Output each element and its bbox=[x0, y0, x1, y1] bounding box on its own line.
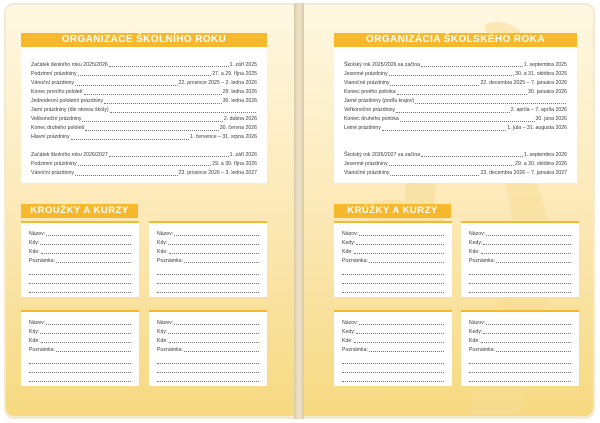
schedule-date: 1. júla – 31. augusta 2026 bbox=[507, 125, 567, 132]
club-name-field[interactable] bbox=[157, 320, 259, 327]
club-name-field[interactable] bbox=[469, 320, 571, 327]
schedule-row bbox=[344, 62, 567, 69]
schedule-row bbox=[31, 161, 257, 168]
field-line bbox=[359, 235, 444, 236]
dotted-leader bbox=[382, 130, 506, 131]
club-form-box bbox=[334, 310, 452, 386]
schedule-label: Školský rok 2025/2026 sa začína bbox=[344, 62, 421, 68]
schedule-date: 30. januára 2026 bbox=[528, 89, 567, 96]
club-where-field[interactable] bbox=[469, 338, 571, 345]
note-line[interactable] bbox=[157, 274, 259, 275]
field-label: Poznámka: bbox=[469, 258, 495, 264]
club-note-field[interactable] bbox=[29, 258, 131, 265]
field-label: Název: bbox=[29, 320, 46, 326]
schedule-date: 1. septembra 2025 bbox=[523, 62, 567, 68]
schedule-date: 30. června 2026 bbox=[219, 125, 257, 132]
field-line bbox=[356, 244, 444, 245]
schedule-row bbox=[31, 152, 257, 159]
field-label: Poznámka: bbox=[29, 347, 55, 353]
field-line bbox=[169, 253, 259, 254]
club-name-field[interactable] bbox=[29, 320, 131, 327]
schedule-label: Jarní prázdniny (dle okresu školy) bbox=[31, 107, 109, 114]
field-line bbox=[40, 244, 131, 245]
note-line[interactable] bbox=[469, 292, 571, 293]
note-line[interactable] bbox=[469, 274, 571, 275]
schedule-date: 1. septembra 2026 bbox=[523, 152, 567, 158]
schedule-row bbox=[344, 116, 567, 123]
dotted-leader bbox=[390, 175, 479, 176]
field-label: Názov: bbox=[342, 320, 359, 326]
field-line bbox=[56, 262, 131, 263]
schedule-row bbox=[31, 170, 257, 177]
field-line bbox=[184, 262, 259, 263]
note-line[interactable] bbox=[29, 274, 131, 275]
clubs-title-sk: KRÚŽKY A KURZY bbox=[334, 204, 451, 218]
schedule-row bbox=[31, 71, 257, 78]
schedule-date: 2. dubna 2026 bbox=[223, 116, 257, 123]
dotted-leader bbox=[109, 66, 229, 67]
club-when-field[interactable] bbox=[342, 329, 444, 336]
schedule-label: Letné prázdniny bbox=[344, 125, 381, 132]
field-label: Poznámka: bbox=[29, 258, 55, 264]
schedule-label: Veľkonočné prázdniny bbox=[344, 107, 396, 114]
dotted-leader bbox=[421, 156, 523, 157]
club-form-box bbox=[334, 221, 452, 297]
schedule-label: Podzimní prázdniny bbox=[31, 71, 77, 78]
schedule-row bbox=[31, 62, 257, 69]
schedule-label: Vianočné prázdniny bbox=[344, 170, 390, 177]
schedule-date: 2. apríla – 7. apríla 2026 bbox=[510, 107, 567, 114]
note-line[interactable] bbox=[29, 283, 131, 284]
dotted-leader bbox=[82, 121, 222, 122]
panel-title-sk: ORGANIZÁCIA ŠKOLSKÉHO ROKA bbox=[334, 33, 577, 47]
field-label: Kdy: bbox=[29, 329, 40, 335]
dotted-leader bbox=[78, 75, 212, 76]
field-label: Kedy: bbox=[469, 329, 483, 335]
field-label: Poznámka: bbox=[157, 258, 183, 264]
schedule-label: Jesenné prázdniny bbox=[344, 71, 388, 78]
field-line bbox=[168, 333, 259, 334]
schedule-label: Vánoční prázdniny bbox=[31, 80, 74, 87]
field-label: Kde: bbox=[157, 249, 168, 255]
note-line[interactable] bbox=[29, 363, 131, 364]
book-spine bbox=[294, 3, 304, 419]
schedule-date: 1. září 2026 bbox=[229, 152, 257, 158]
dotted-leader bbox=[75, 85, 178, 86]
club-note-field[interactable] bbox=[157, 347, 259, 354]
schedule-row bbox=[31, 80, 257, 87]
field-label: Název: bbox=[157, 320, 174, 326]
schedule-label: Školský rok 2026/2027 sa začína bbox=[344, 152, 421, 158]
field-label: Kdy: bbox=[157, 329, 168, 335]
schedule-date: 29. a 30. října 2026 bbox=[212, 161, 257, 168]
note-line[interactable] bbox=[469, 283, 571, 284]
note-line[interactable] bbox=[342, 274, 444, 275]
schedule-label: Velikonoční prázdniny bbox=[31, 116, 82, 123]
schedule-label: Podzimní prázdniny bbox=[31, 161, 77, 168]
schedule-label: Vianočné prázdniny bbox=[344, 80, 390, 87]
club-name-field[interactable] bbox=[29, 231, 131, 238]
note-line[interactable] bbox=[157, 381, 259, 382]
club-name-field[interactable] bbox=[469, 231, 571, 238]
schedule-row bbox=[344, 170, 567, 177]
note-line[interactable] bbox=[29, 292, 131, 293]
club-when-field[interactable] bbox=[469, 240, 571, 247]
schedule-label: Jesenné prázdniny bbox=[344, 161, 388, 168]
field-label: Názov: bbox=[469, 320, 486, 326]
note-line[interactable] bbox=[29, 372, 131, 373]
note-line[interactable] bbox=[342, 372, 444, 373]
dotted-leader bbox=[109, 156, 229, 157]
schedule-date: 22. decembra 2025 – 7. januára 2026 bbox=[480, 80, 567, 87]
note-line[interactable] bbox=[157, 363, 259, 364]
field-label: Poznámka: bbox=[157, 347, 183, 353]
club-form-box bbox=[149, 310, 267, 386]
schedule-row bbox=[344, 107, 567, 114]
schedule-row bbox=[344, 98, 567, 105]
schedule-row bbox=[344, 80, 567, 87]
club-where-field[interactable] bbox=[342, 249, 444, 256]
field-line bbox=[356, 333, 444, 334]
field-line bbox=[481, 342, 571, 343]
dotted-leader bbox=[390, 85, 479, 86]
dotted-leader bbox=[78, 165, 212, 166]
club-form-box bbox=[21, 310, 139, 386]
schedule-label: Koniec prvého polroka bbox=[344, 89, 396, 96]
club-when-field[interactable] bbox=[342, 240, 444, 247]
note-line[interactable] bbox=[29, 381, 131, 382]
dotted-leader bbox=[397, 94, 527, 95]
note-line[interactable] bbox=[342, 363, 444, 364]
field-line bbox=[168, 244, 259, 245]
schedule-date: 27. a 29. října 2025 bbox=[212, 71, 257, 78]
club-where-field[interactable] bbox=[342, 338, 444, 345]
schedule-date: 30. júna 2026 bbox=[535, 116, 567, 123]
schedule-date: 23. decembra 2026 – 7. januára 2027 bbox=[480, 170, 567, 177]
club-name-field[interactable] bbox=[342, 320, 444, 327]
field-line bbox=[169, 342, 259, 343]
field-line bbox=[184, 351, 259, 352]
schedule-date: 1. září 2025 bbox=[229, 62, 257, 68]
schedule-row bbox=[344, 152, 567, 159]
club-note-field[interactable] bbox=[469, 347, 571, 354]
dotted-leader bbox=[84, 94, 222, 95]
schedule-row bbox=[31, 89, 257, 96]
club-when-field[interactable] bbox=[157, 329, 259, 336]
field-line bbox=[41, 253, 131, 254]
clubs-title-cz: KROUŽKY A KURZY bbox=[21, 204, 138, 218]
club-name-field[interactable] bbox=[342, 231, 444, 238]
schedule-label: Jarné prázdniny (podľa krajov) bbox=[344, 98, 415, 105]
club-where-field[interactable] bbox=[157, 338, 259, 345]
field-label: Kdy: bbox=[157, 240, 168, 246]
club-note-field[interactable] bbox=[157, 258, 259, 265]
club-note-field[interactable] bbox=[29, 347, 131, 354]
note-line[interactable] bbox=[342, 292, 444, 293]
club-form-box bbox=[461, 221, 579, 297]
note-line[interactable] bbox=[157, 283, 259, 284]
field-line bbox=[40, 333, 131, 334]
dotted-leader bbox=[396, 112, 510, 113]
schedule-row bbox=[31, 116, 257, 123]
field-label: Kde: bbox=[29, 338, 40, 344]
club-form-box bbox=[149, 221, 267, 297]
school-year-panel-cz bbox=[21, 33, 267, 183]
schedule-label: Konec prvního pololetí bbox=[31, 89, 83, 96]
schedule-row bbox=[344, 125, 567, 132]
field-label: Kedy: bbox=[342, 240, 356, 246]
club-form-box bbox=[461, 310, 579, 386]
dotted-leader bbox=[421, 66, 523, 67]
schedule-row bbox=[344, 161, 567, 168]
field-label: Kde: bbox=[157, 338, 168, 344]
field-label: Kde: bbox=[29, 249, 40, 255]
schedule-label: Začátek školního roku 2026/2027 bbox=[31, 152, 108, 158]
field-label: Kedy: bbox=[342, 329, 356, 335]
club-note-field[interactable] bbox=[342, 258, 444, 265]
note-line[interactable] bbox=[469, 372, 571, 373]
dotted-leader bbox=[85, 130, 218, 131]
field-line bbox=[41, 342, 131, 343]
field-label: Kde: bbox=[469, 338, 480, 344]
club-when-field[interactable] bbox=[469, 329, 571, 336]
club-when-field[interactable] bbox=[29, 240, 131, 247]
club-where-field[interactable] bbox=[157, 249, 259, 256]
dotted-leader bbox=[104, 103, 222, 104]
field-label: Názov: bbox=[342, 231, 359, 237]
dotted-leader bbox=[389, 75, 515, 76]
field-label: Poznámka: bbox=[342, 347, 368, 353]
field-line bbox=[354, 253, 444, 254]
field-line bbox=[486, 235, 571, 236]
field-line bbox=[496, 351, 571, 352]
field-label: Kde: bbox=[469, 249, 480, 255]
field-line bbox=[496, 262, 571, 263]
field-label: Poznámka: bbox=[469, 347, 495, 353]
note-line[interactable] bbox=[342, 283, 444, 284]
schedule-date: 22. prosince 2025 – 2. ledna 2026 bbox=[178, 80, 257, 87]
field-label: Poznámka: bbox=[342, 258, 368, 264]
field-label: Název: bbox=[157, 231, 174, 237]
schedule-date: 29. a 30. októbra 2026 bbox=[515, 161, 567, 168]
schedule-date: 23. prosince 2026 – 3. ledna 2027 bbox=[178, 170, 257, 177]
note-line[interactable] bbox=[157, 292, 259, 293]
club-when-field[interactable] bbox=[29, 329, 131, 336]
schedule-date: 30. ledna 2026 bbox=[222, 98, 257, 105]
field-line bbox=[359, 324, 444, 325]
schedule-date: 29. ledna 2026 bbox=[222, 89, 257, 96]
field-line bbox=[354, 342, 444, 343]
field-label: Kdy: bbox=[29, 240, 40, 246]
field-line bbox=[46, 235, 131, 236]
schedule-row bbox=[31, 125, 257, 132]
club-form-box bbox=[21, 221, 139, 297]
schedule-label: Jednodenní pololetní prázdniny bbox=[31, 98, 104, 105]
note-line[interactable] bbox=[342, 381, 444, 382]
note-line[interactable] bbox=[469, 381, 571, 382]
field-label: Kde: bbox=[342, 338, 353, 344]
dotted-leader bbox=[400, 121, 535, 122]
dotted-leader bbox=[110, 112, 256, 113]
schedule-label: Koniec druhého polroka bbox=[344, 116, 399, 123]
schedule-label: Konec druhého pololetí bbox=[31, 125, 85, 132]
club-where-field[interactable] bbox=[29, 338, 131, 345]
schedule-label: Vánoční prázdniny bbox=[31, 170, 74, 177]
club-note-field[interactable] bbox=[469, 258, 571, 265]
club-where-field[interactable] bbox=[469, 249, 571, 256]
field-line bbox=[481, 253, 571, 254]
field-line bbox=[486, 324, 571, 325]
schedule-label: Začátek školního roku 2025/2026 bbox=[31, 62, 108, 68]
field-line bbox=[56, 351, 131, 352]
schedule-row bbox=[344, 89, 567, 96]
field-line bbox=[483, 333, 571, 334]
dotted-leader bbox=[389, 165, 515, 166]
field-line bbox=[174, 324, 259, 325]
dotted-leader bbox=[415, 103, 566, 104]
club-note-field[interactable] bbox=[342, 347, 444, 354]
club-name-field[interactable] bbox=[157, 231, 259, 238]
field-label: Kde: bbox=[342, 249, 353, 255]
note-line[interactable] bbox=[157, 372, 259, 373]
field-line bbox=[369, 262, 444, 263]
schedule-label: Hlavní prázdniny bbox=[31, 134, 70, 141]
field-label: Kedy: bbox=[469, 240, 483, 246]
dotted-leader bbox=[71, 139, 189, 140]
field-line bbox=[483, 244, 571, 245]
schedule-row bbox=[31, 107, 257, 114]
club-where-field[interactable] bbox=[29, 249, 131, 256]
field-line bbox=[46, 324, 131, 325]
note-line[interactable] bbox=[469, 363, 571, 364]
schedule-date: 1. července – 31. srpna 2026 bbox=[189, 134, 257, 141]
schedule-date: 30. a 31. októbra 2025 bbox=[515, 71, 567, 78]
field-label: Názov: bbox=[469, 231, 486, 237]
dotted-leader bbox=[75, 175, 178, 176]
field-label: Název: bbox=[29, 231, 46, 237]
school-year-panel-sk bbox=[334, 33, 577, 183]
field-line bbox=[174, 235, 259, 236]
club-when-field[interactable] bbox=[157, 240, 259, 247]
panel-title-cz: ORGANIZACE ŠKOLNÍHO ROKU bbox=[21, 33, 267, 47]
schedule-row bbox=[31, 134, 257, 141]
field-line bbox=[369, 351, 444, 352]
schedule-row bbox=[31, 98, 257, 105]
schedule-row bbox=[344, 71, 567, 78]
